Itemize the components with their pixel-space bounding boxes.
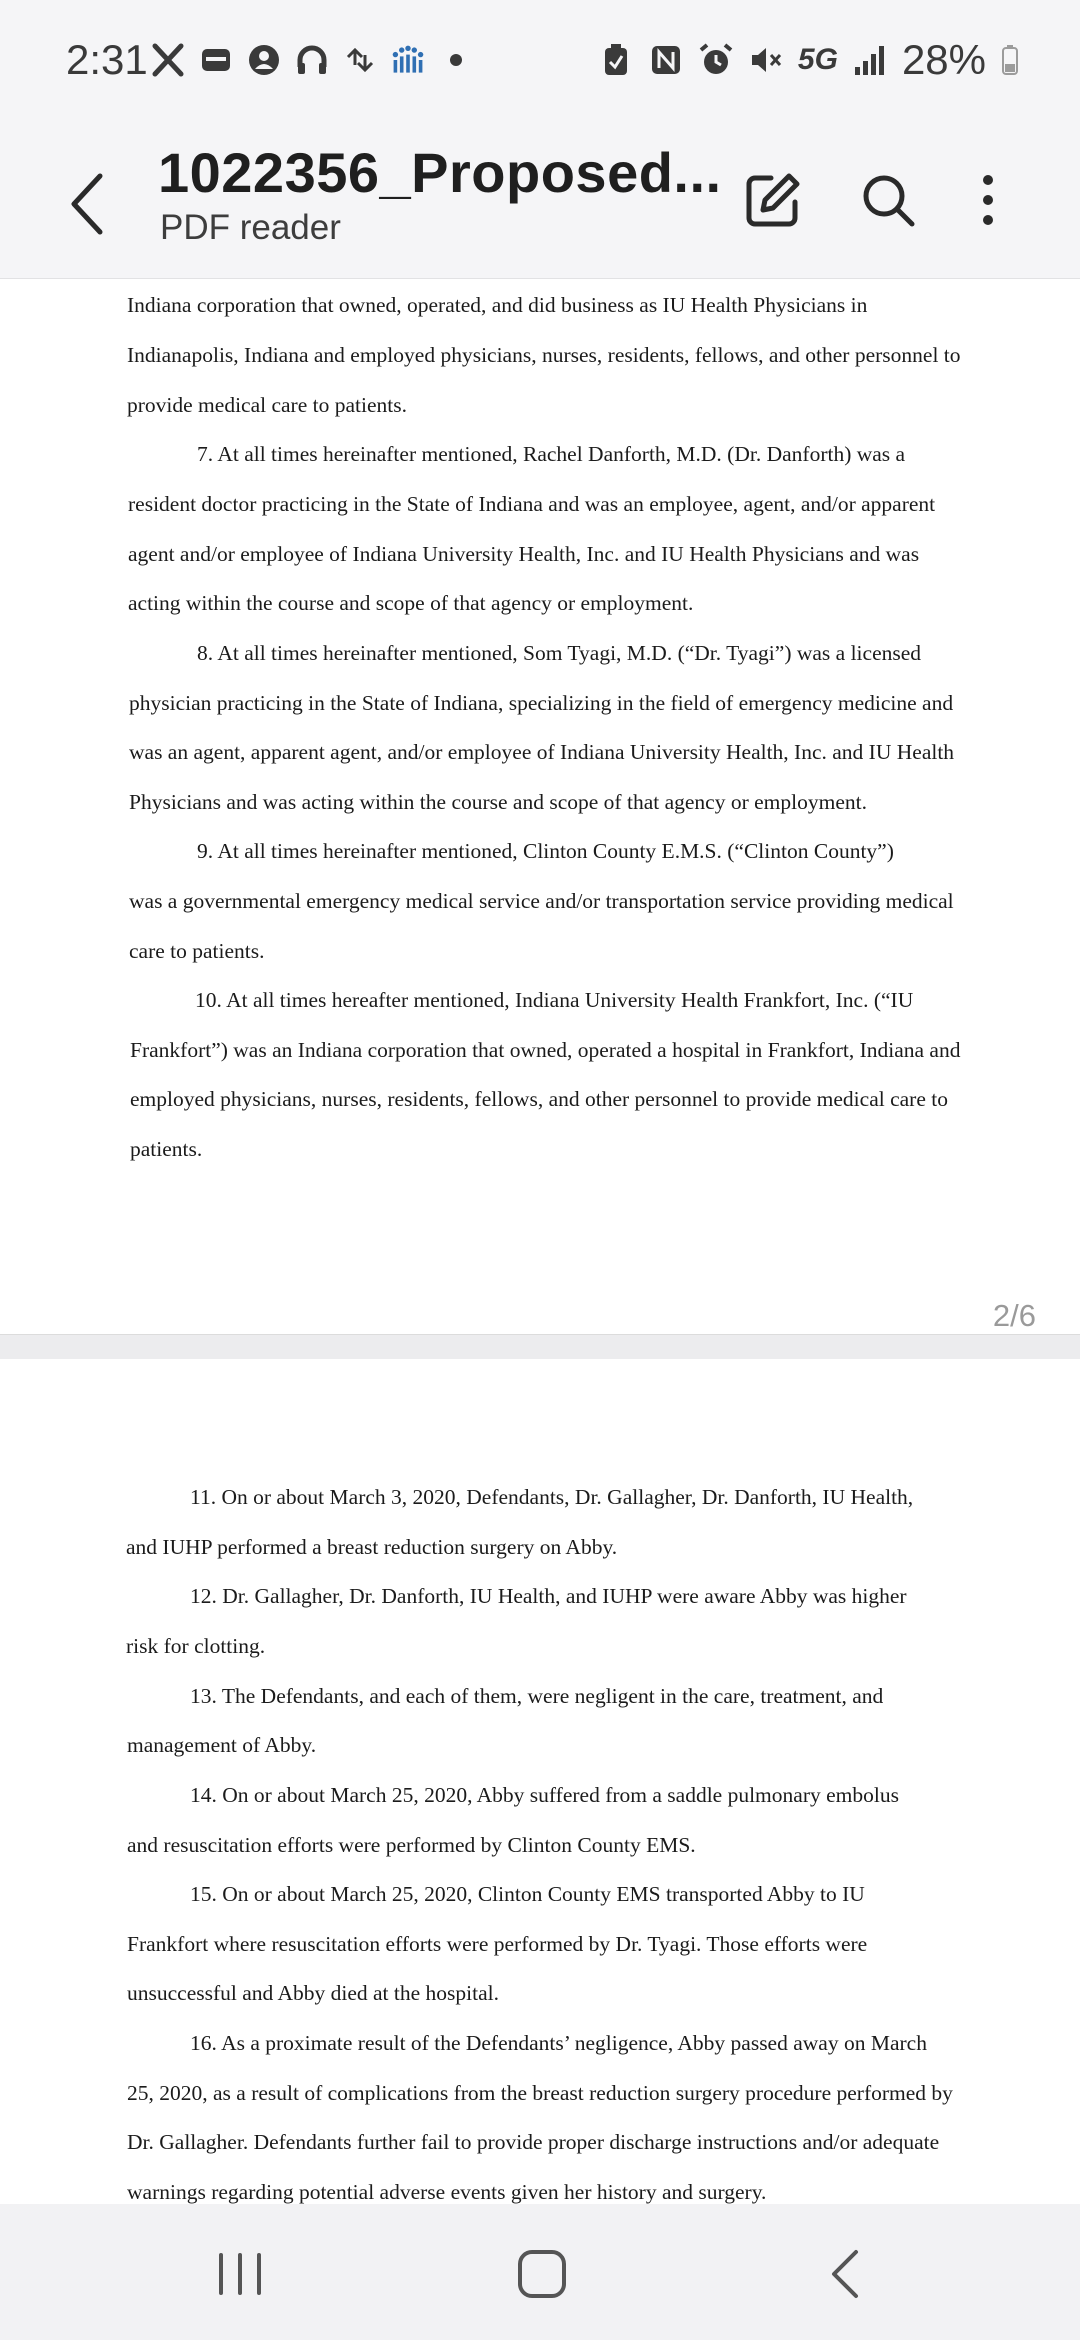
text-line: risk for clotting. — [126, 1634, 266, 1658]
recents-icon — [215, 2251, 265, 2297]
text-line: Physicians and was acting within the course and scope of that agency or employment. — [129, 790, 867, 814]
text-line: Indianapolis, Indiana and employed physicians, nurses, residents, fellows, and other personnel to — [127, 343, 961, 367]
text-line: employed physicians, nurses, residents, fellows, and other personnel to provide medical care to — [130, 1087, 948, 1111]
app-subtitle: PDF reader — [160, 208, 341, 247]
back-nav-button[interactable] — [800, 2234, 890, 2314]
text-line: care to patients. — [129, 939, 265, 963]
edit-icon — [743, 170, 803, 230]
pdf-page-3[interactable] — [0, 1359, 1080, 2204]
app-bar — [0, 130, 1080, 279]
crown-logo-icon — [390, 42, 426, 78]
text-line: agent and/or employee of Indiana University Health, Inc. and IU Health Physicians and was — [128, 542, 920, 566]
text-line: 8. At all times hereinafter mentioned, Som Tyagi, M.D. (“Dr. Tyagi”) was a licensed — [197, 641, 922, 665]
battery-level: 28% — [901, 36, 986, 83]
text-line: Indiana corporation that owned, operated, and did business as IU Health Physicians in — [127, 293, 868, 317]
more-vertical-icon — [978, 170, 998, 230]
text-line: warnings regarding potential adverse events given her history and surgery. — [127, 2180, 767, 2204]
wallet-icon — [198, 42, 234, 78]
text-line: patients. — [130, 1137, 203, 1161]
text-line: management of Abby. — [127, 1733, 317, 1757]
text-line: Frankfort where resuscitation efforts were performed by Dr. Tyagi. Those efforts were — [127, 1932, 868, 1956]
battery-icon — [1000, 42, 1020, 78]
system-status-icons — [598, 36, 1020, 84]
text-line: Dr. Gallagher. Defendants further fail to provide proper discharge instructions and/or adequate — [127, 2130, 940, 2154]
back-button[interactable] — [58, 154, 118, 254]
page-indicator: 2/6 — [992, 1298, 1036, 1333]
text-line: was an agent, apparent agent, and/or employee of Indiana University Health, Inc. and IU Health — [129, 740, 955, 764]
text-line: 7. At all times hereinafter mentioned, Rachel Danforth, M.D. (Dr. Danforth) was a — [197, 442, 906, 466]
headphones-icon — [294, 42, 330, 78]
text-line: 11. On or about March 3, 2020, Defendants, Dr. Gallagher, Dr. Danforth, IU Health, — [190, 1485, 914, 1509]
mute-icon — [748, 42, 784, 78]
text-line: 10. At all times hereafter mentioned, Indiana University Health Frankfort, Inc. (“IU — [195, 988, 914, 1012]
back-icon — [828, 2248, 862, 2300]
pdf-page-2[interactable] — [0, 279, 1080, 1334]
text-line: 15. On or about March 25, 2020, Clinton County EMS transported Abby to IU — [190, 1882, 865, 1906]
edit-button[interactable] — [733, 160, 813, 240]
text-line: provide medical care to patients. — [127, 393, 407, 417]
account-icon — [246, 42, 282, 78]
text-line: unsuccessful and Abby died at the hospital. — [127, 1981, 499, 2005]
network-type: 5G — [797, 43, 838, 76]
status-bar — [0, 0, 1080, 130]
text-line: 9. At all times hereinafter mentioned, Clinton County E.M.S. (“Clinton County”) — [197, 839, 894, 863]
text-line: 25, 2020, as a result of complications from the breast reduction surgery procedure performed by — [127, 2081, 953, 2105]
home-icon — [516, 2248, 568, 2300]
text-line: 16. As a proximate result of the Defendants’ negligence, Abby passed away on March — [190, 2031, 927, 2055]
nfc-icon — [648, 42, 684, 78]
text-line: physician practicing in the State of Indiana, specializing in the field of emergency medicine and — [129, 691, 954, 715]
sync-icon — [342, 42, 378, 78]
text-line: was a governmental emergency medical service and/or transportation service providing medical — [129, 889, 954, 913]
page-divider — [0, 1334, 1080, 1360]
home-button[interactable] — [497, 2234, 587, 2314]
text-line: 14. On or about March 25, 2020, Abby suffered from a saddle pulmonary embolus — [190, 1783, 899, 1807]
search-button[interactable] — [848, 160, 928, 240]
battery-saver-icon — [598, 42, 634, 78]
notification-icons — [150, 42, 474, 78]
document-title: 1022356_Proposed... — [158, 141, 722, 204]
x-app-icon — [150, 42, 186, 78]
status-time: 2:31 — [66, 36, 148, 83]
text-line: 13. The Defendants, and each of them, were negligent in the care, treatment, and — [190, 1684, 884, 1708]
search-icon — [858, 170, 918, 230]
text-line: 12. Dr. Gallagher, Dr. Danforth, IU Health, and IUHP were aware Abby was higher — [190, 1584, 907, 1608]
text-line: acting within the course and scope of that agency or employment. — [128, 591, 694, 615]
text-line: and IUHP performed a breast reduction surgery on Abby. — [126, 1535, 618, 1559]
text-line: Frankfort”) was an Indiana corporation that owned, operated a hospital in Frankfort, Indiana and — [130, 1038, 961, 1062]
text-line: resident doctor practicing in the State of Indiana and was an employee, agent, and/or apparent — [128, 492, 936, 516]
chevron-left-icon — [68, 172, 108, 236]
signal-icon — [852, 42, 888, 78]
alarm-icon — [698, 42, 734, 78]
more-options-button[interactable] — [948, 160, 1028, 240]
navigation-bar — [0, 2204, 1080, 2340]
dot-icon — [438, 42, 474, 78]
recents-button[interactable] — [195, 2234, 285, 2314]
text-line: and resuscitation efforts were performed by Clinton County EMS. — [127, 1833, 696, 1857]
